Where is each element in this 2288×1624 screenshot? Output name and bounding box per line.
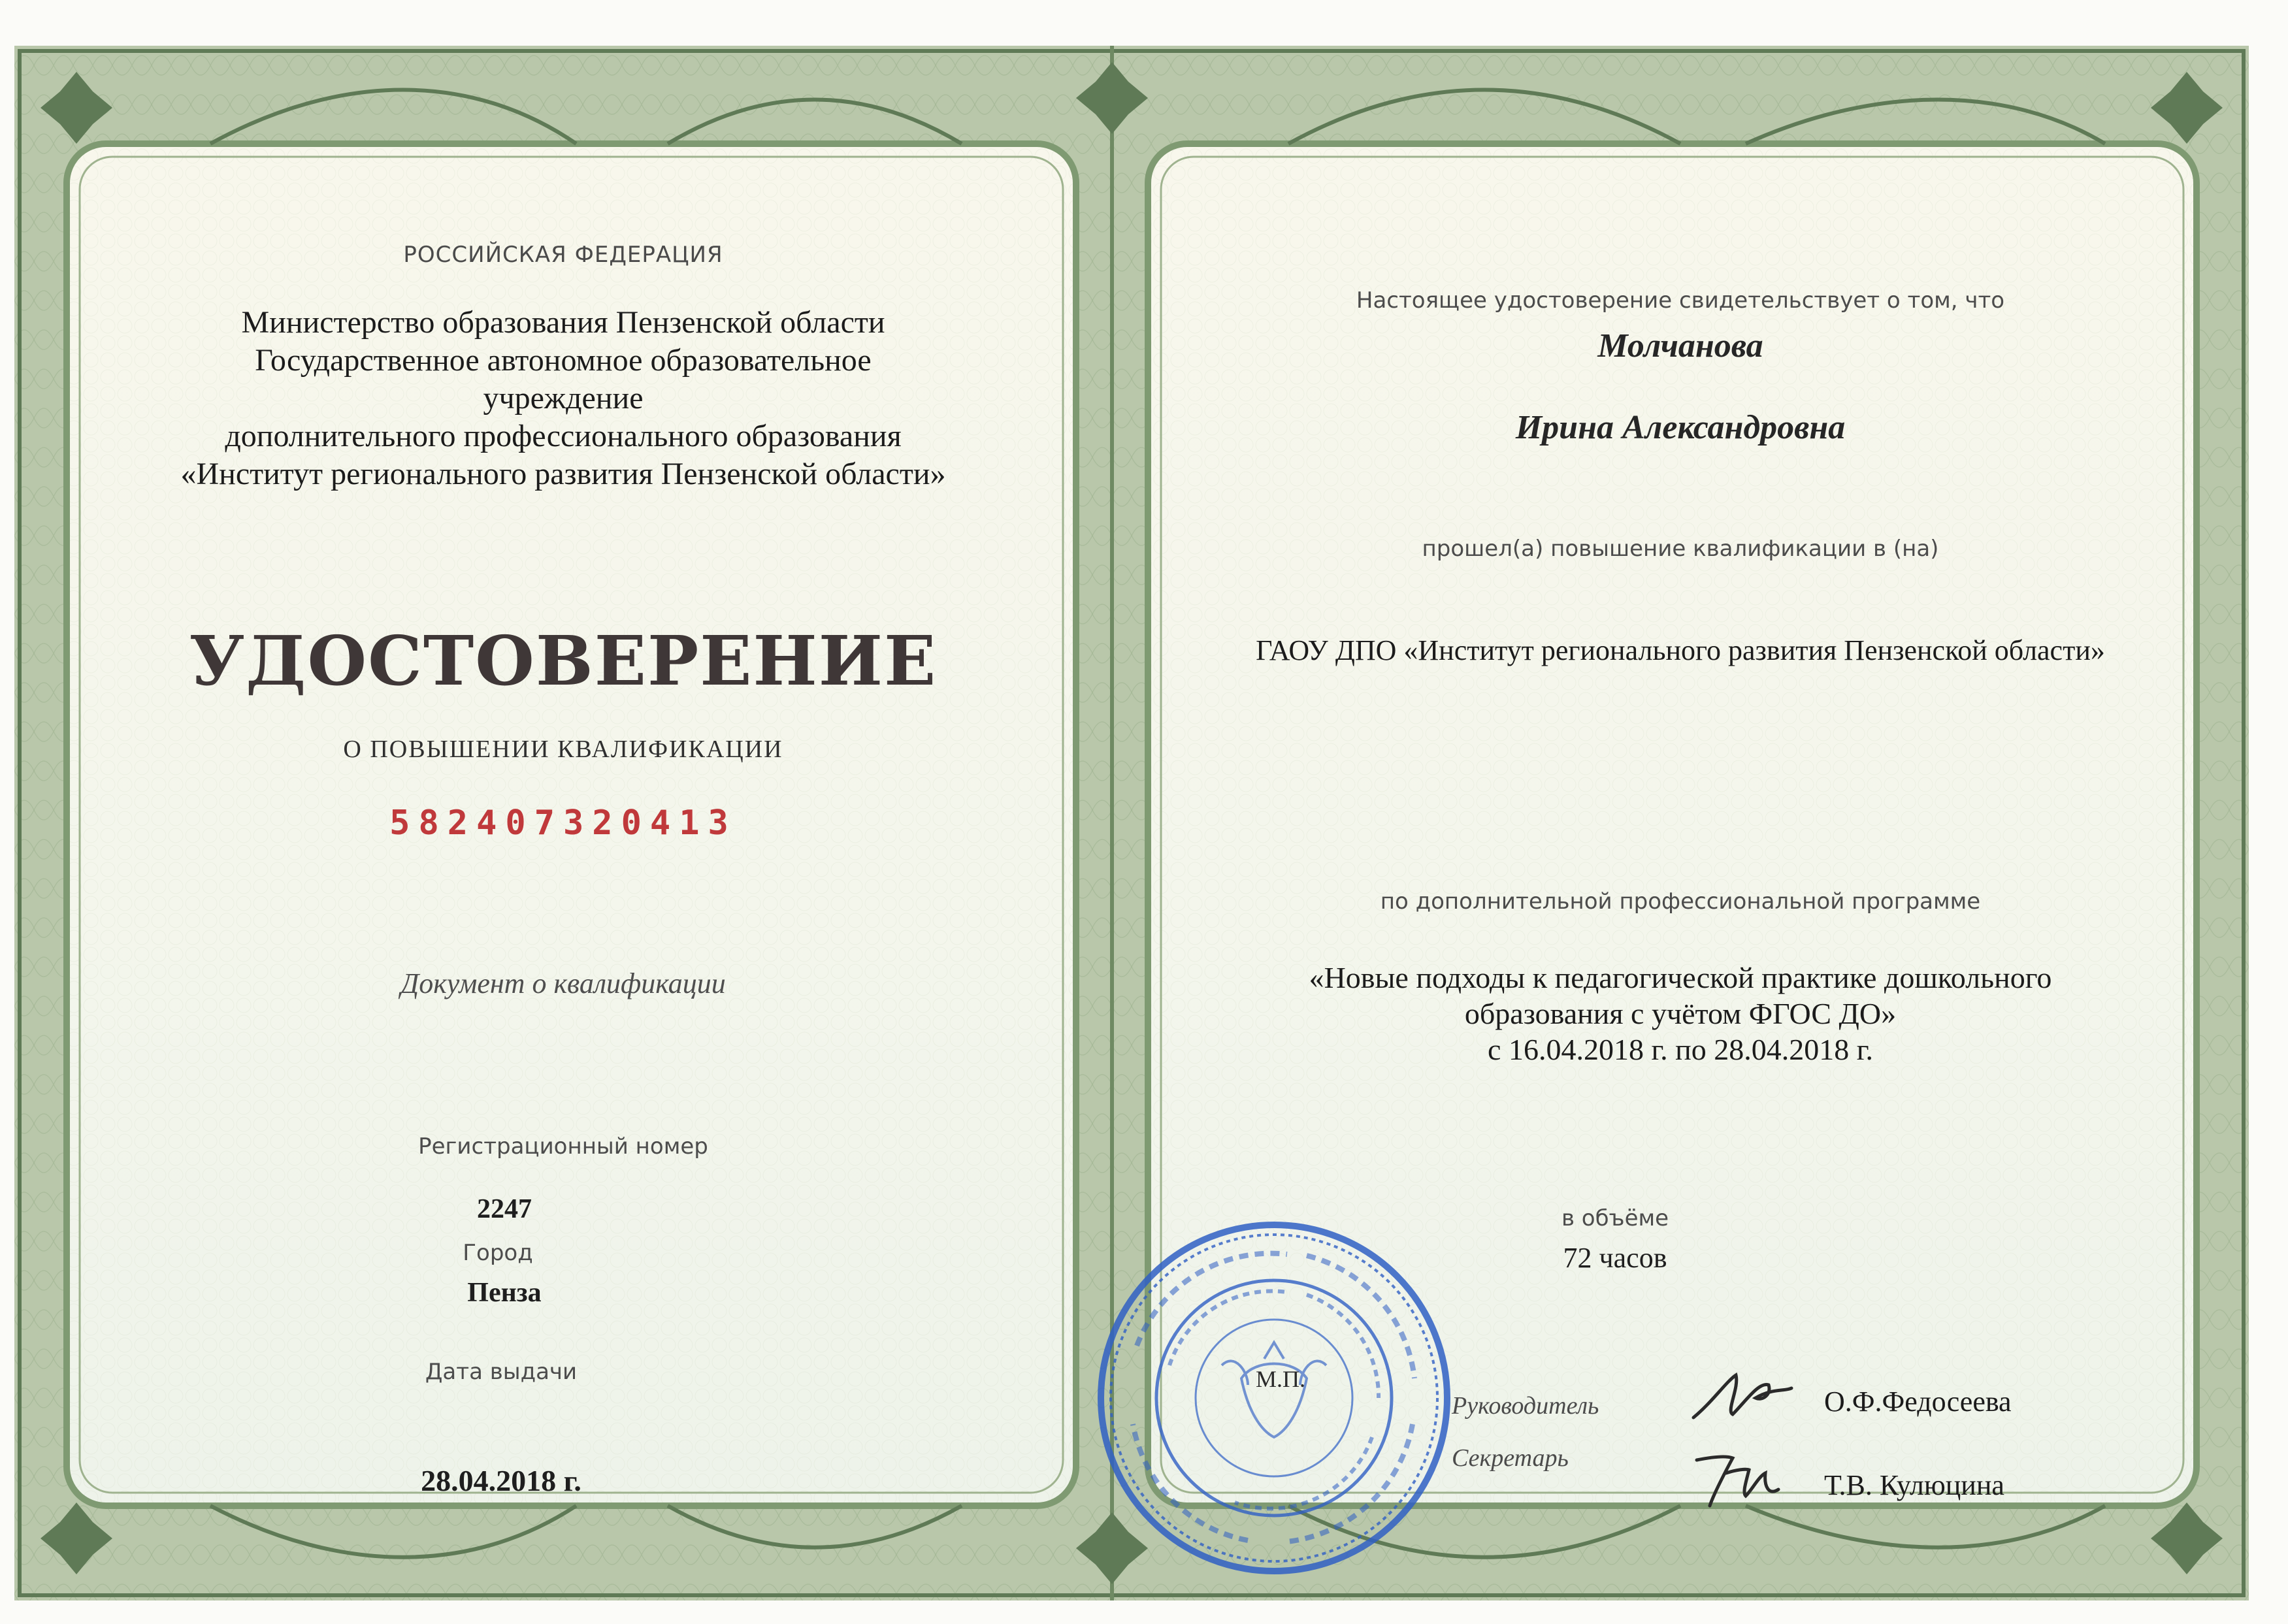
- city-label: Город: [463, 1240, 533, 1266]
- intro-text: Настоящее удостоверение свидетельствует о том, что: [1356, 287, 2005, 314]
- official-seal: [1091, 1215, 1457, 1581]
- registration-label: Регистрационный номер: [418, 1133, 708, 1160]
- program-line: «Новые подходы к педагогической практике дошкольного: [1309, 961, 2052, 994]
- program-label: по дополнительной профессиональной программе: [1380, 888, 1981, 915]
- head-signature: [1687, 1362, 1798, 1427]
- ministry-line: дополнительного профессионального образования: [225, 419, 902, 453]
- ministry-line: «Институт регионального развития Пензенской области»: [180, 457, 946, 491]
- volume-value: 72 часов: [1563, 1242, 1667, 1274]
- ministry-line: Государственное автономное образовательное: [255, 343, 872, 378]
- volume-label: в объёме: [1561, 1205, 1669, 1231]
- registration-number: 2247: [477, 1194, 532, 1224]
- country-heading: РОССИЙСКАЯ ФЕДЕРАЦИЯ: [403, 242, 723, 268]
- seal-place-label: М.П.: [1256, 1366, 1306, 1392]
- city-value: Пенза: [467, 1278, 542, 1308]
- ministry-line: учреждение: [483, 381, 644, 415]
- ministry-line: Министерство образования Пензенской области: [241, 305, 885, 340]
- left-page: [14, 46, 1112, 1600]
- passed-text: прошел(а) повышение квалификации в (на): [1422, 536, 1939, 562]
- secretary-name: Т.В. Кулюцина: [1824, 1469, 2004, 1501]
- serial-number: 582407320413: [389, 804, 737, 843]
- document-subtitle: О ПОВЫШЕНИИ КВАЛИФИКАЦИИ: [343, 736, 783, 763]
- head-label: Руководитель: [1452, 1392, 1599, 1420]
- head-name: О.Ф.Федосеева: [1824, 1386, 2012, 1418]
- document-title: УДОСТОВЕРЕНИЕ: [189, 621, 938, 701]
- holder-given-names: Ирина Александровна: [1515, 409, 1846, 446]
- program-dates: с 16.04.2018 г. по 28.04.2018 г.: [1488, 1033, 1873, 1066]
- issue-date-label: Дата выдачи: [425, 1359, 578, 1385]
- program-line: образования с учётом ФГОС ДО»: [1464, 997, 1897, 1030]
- organization-name: ГАОУ ДПО «Институт регионального развития Пензенской области»: [1256, 634, 2105, 666]
- certificate-sheet: [14, 46, 2249, 1600]
- secretary-label: Секретарь: [1452, 1444, 1569, 1472]
- document-kind: Документ о квалификации: [400, 967, 726, 999]
- secretary-signature: [1687, 1444, 1785, 1509]
- holder-surname: Молчанова: [1597, 327, 1763, 365]
- issue-date: 28.04.2018 г.: [421, 1464, 581, 1497]
